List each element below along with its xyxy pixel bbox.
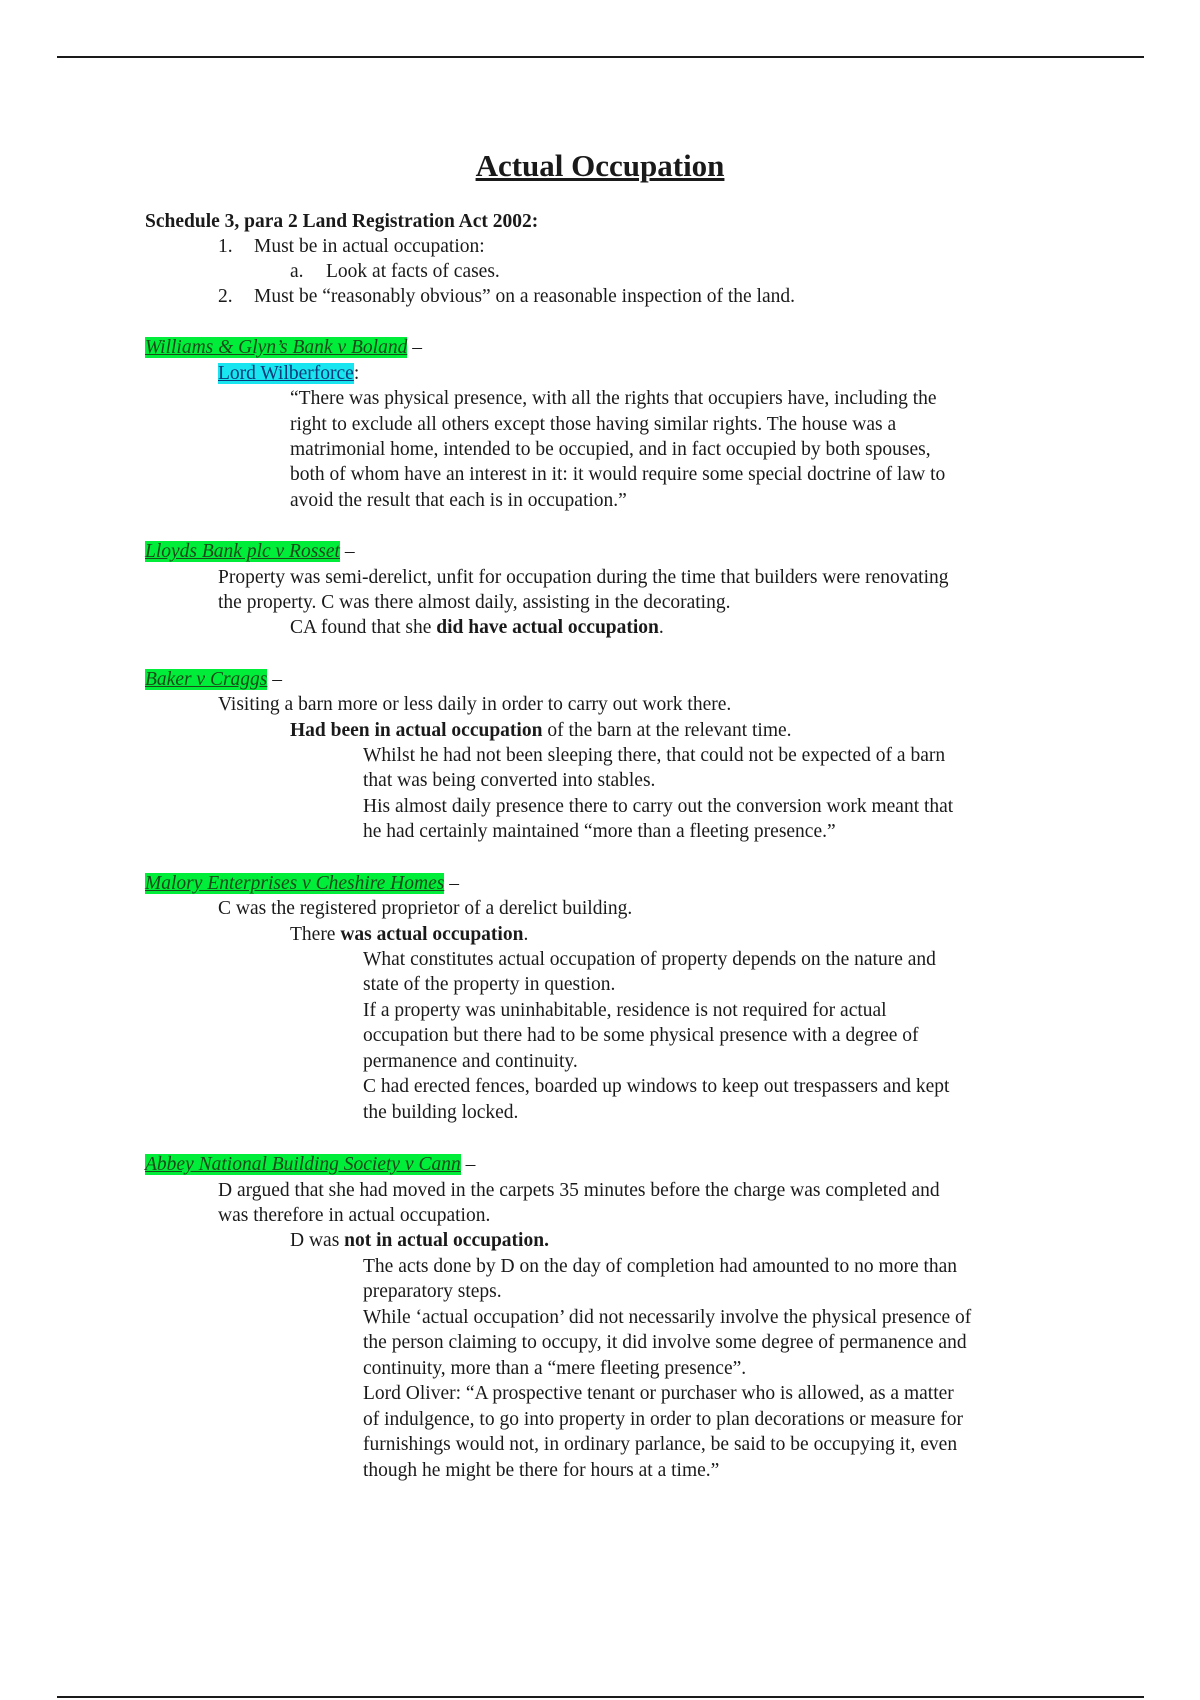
reason-line: the person claiming to occupy, it did involve some degree of permanence and: [363, 1332, 967, 1353]
reason-line: Lord Oliver: “A prospective tenant or purchaser who is allowed, as a matter: [363, 1383, 954, 1404]
facts-line: C was the registered proprietor of a derelict building.: [218, 898, 633, 919]
facts-line: Visiting a barn more or less daily in order to carry out work there.: [218, 694, 732, 715]
reason-line: of indulgence, to go into property in order to plan decorations or measure for: [363, 1409, 963, 1430]
finding-line: CA found that she did have actual occupation.: [290, 617, 664, 638]
quote-line: matrimonial home, intended to be occupied, and in fact occupied by both spouses,: [290, 439, 931, 460]
reason-line: Whilst he had not been sleeping there, that could not be expected of a barn: [363, 745, 946, 766]
reason-line: preparatory steps.: [363, 1281, 502, 1302]
reason-line: occupation but there had to be some physical presence with a degree of: [363, 1025, 919, 1046]
reason-line: What constitutes actual occupation of property depends on the nature and: [363, 949, 936, 970]
list-number: 1.: [218, 236, 233, 257]
list-item: Must be in actual occupation:: [254, 236, 485, 257]
judge-name: Lord Wilberforce: [218, 363, 354, 384]
reason-line: furnishings would not, in ordinary parlance, be said to be occupying it, even: [363, 1434, 958, 1455]
schedule-heading: Schedule 3, para 2 Land Registration Act 2002:: [145, 211, 539, 232]
reason-line: he had certainly maintained “more than a fleeting presence.”: [363, 821, 836, 842]
case-heading: [145, 336, 422, 360]
reason-line: If a property was uninhabitable, residence is not required for actual: [363, 1000, 887, 1021]
reason-line: state of the property in question.: [363, 974, 616, 995]
judge-line: [218, 362, 359, 386]
quote-line: both of whom have an interest in it: it would require some special doctrine of law to: [290, 464, 946, 485]
facts-line: was therefore in actual occupation.: [218, 1205, 491, 1226]
case-heading: [145, 1153, 475, 1177]
case-name: Lloyds Bank plc v Rosset: [145, 541, 340, 562]
dash: –: [444, 873, 459, 894]
case-heading: [145, 540, 355, 564]
header-rule: [57, 56, 1144, 58]
reason-line: the building locked.: [363, 1102, 519, 1123]
facts-line: D argued that she had moved in the carpets 35 minutes before the charge was completed and: [218, 1180, 940, 1201]
reason-line: permanence and continuity.: [363, 1051, 578, 1072]
case-name: Baker v Craggs: [145, 669, 268, 690]
colon: :: [353, 363, 360, 384]
case-name: Abbey National Building Society v Cann: [145, 1154, 461, 1175]
list-item: Look at facts of cases.: [326, 261, 500, 282]
held-line: There was actual occupation.: [290, 924, 529, 945]
case-heading: [145, 872, 459, 896]
list-number: a.: [290, 261, 304, 282]
case-name: Williams & Glyn’s Bank v Boland: [145, 337, 408, 358]
dash: –: [267, 669, 283, 690]
dash: –: [460, 1154, 476, 1175]
quote-line: right to exclude all others except those having similar rights. The house was a: [290, 414, 897, 435]
list-number: 2.: [218, 286, 233, 307]
quote-line: “There was physical presence, with all the rights that occupiers have, including the: [290, 388, 937, 409]
reason-line: C had erected fences, boarded up windows to keep out trespassers and kept: [363, 1076, 950, 1097]
held-line: Had been in actual occupation of the barn at the relevant time.: [290, 720, 792, 741]
footer-rule: [57, 1696, 1144, 1698]
reason-line: While ‘actual occupation’ did not necessarily involve the physical presence of: [363, 1307, 972, 1328]
reason-line: His almost daily presence there to carry out the conversion work meant that: [363, 796, 954, 817]
reason-line: though he might be there for hours at a time.”: [363, 1460, 720, 1481]
held-line: D was not in actual occupation.: [290, 1230, 549, 1251]
case-name: Malory Enterprises v Cheshire Homes: [145, 873, 445, 894]
facts-line: the property. C was there almost daily, assisting in the decorating.: [218, 592, 731, 613]
case-heading: [145, 668, 282, 692]
reason-line: continuity, more than a “mere fleeting presence”.: [363, 1358, 747, 1379]
reason-line: that was being converted into stables.: [363, 770, 656, 791]
dash: –: [339, 541, 355, 562]
quote-line: avoid the result that each is in occupation.”: [290, 490, 627, 511]
dash: –: [407, 337, 422, 358]
facts-line: Property was semi-derelict, unfit for occupation during the time that builders were renovating: [218, 567, 949, 588]
page-title: Actual Occupation: [475, 148, 725, 183]
list-item: Must be “reasonably obvious” on a reasonable inspection of the land.: [254, 286, 795, 307]
reason-line: The acts done by D on the day of completion had amounted to no more than: [363, 1256, 958, 1277]
